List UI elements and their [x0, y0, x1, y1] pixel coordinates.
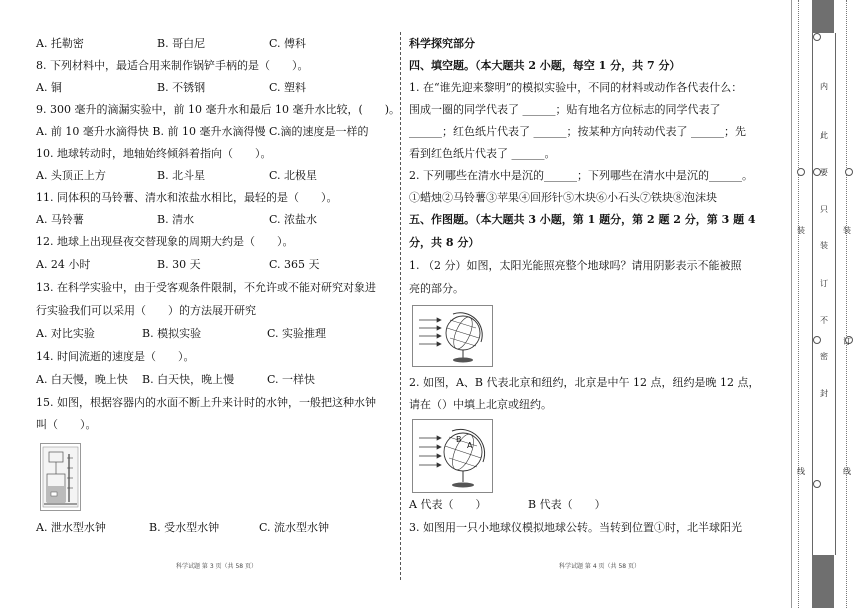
question-15-line2: 叫（ ）。	[36, 418, 97, 431]
draw-q2-line1: 2. 如图，A、B 代表北京和纽约，北京是中午 12 点，纽约是晚 12 点，	[409, 376, 760, 389]
q14-option-a[interactable]: A. 白天慢，晚上快	[36, 373, 128, 386]
fill-q2-line2: ①蜡烛②马铃薯③苹果④回形针⑤木块⑥小石头⑦铁块⑧泡沫块	[409, 191, 717, 204]
q9-options[interactable]: A. 前 10 毫升水滴得快 B. 前 10 毫升水滴得慢 C.滴的速度是一样的	[36, 125, 369, 138]
q13-option-b[interactable]: B. 模拟实验	[142, 327, 202, 340]
right-page-footer: 科学试题 第 4 页（共 58 页）	[559, 563, 640, 570]
q14-option-c[interactable]: C. 一样快	[267, 373, 316, 386]
binding-char: 内	[820, 82, 828, 91]
q11-option-c[interactable]: C. 浓盐水	[269, 213, 318, 226]
globe-sunlight-illustration-2	[413, 420, 492, 492]
section4-title: 四、填空题。（本大题共 2 小题，每空 1 分，共 7 分）	[409, 59, 681, 72]
column-divider	[400, 32, 401, 580]
q8-option-c[interactable]: C. 塑料	[269, 81, 307, 94]
binding-gray-top	[812, 0, 834, 33]
section5-title-line1: 五、作图题。（本大题共 3 小题，第 1 题分，第 2 题 2 分，第 3 题 4	[409, 213, 756, 226]
question-15-line1: 15. 如图，根据容器内的水面不断上升来计时的水钟，一般把这种水钟	[36, 396, 376, 409]
water-clock-illustration	[41, 444, 80, 510]
globe-label-a: A	[467, 441, 473, 450]
q8-option-a[interactable]: A. 铜	[36, 81, 62, 94]
q7-option-c[interactable]: C. 傅科	[269, 37, 307, 50]
globe-figure-2[interactable]	[412, 419, 493, 493]
answer-b-field[interactable]: B 代表（ ）	[528, 498, 606, 511]
binding-char: 此	[820, 131, 828, 140]
binding-right-char: 线	[843, 467, 851, 476]
binding-hole-icon	[813, 33, 821, 41]
q10-option-a[interactable]: A. 头顶正上方	[36, 169, 106, 182]
binding-outer-char: 线	[797, 467, 805, 476]
fill-q1-line4: 看到红色纸片代表了 ______。	[409, 147, 556, 160]
answer-a-field[interactable]: A 代表（ ）	[409, 498, 487, 511]
q10-option-b[interactable]: B. 北斗星	[157, 169, 206, 182]
q10-option-c[interactable]: C. 北极星	[269, 169, 318, 182]
binding-char: 只	[820, 205, 828, 214]
draw-q2-line2: 请在（）中填上北京或纽约。	[409, 398, 552, 411]
question-13-line2: 行实验我们可以采用（ ）的方法展开研究	[36, 304, 256, 317]
binding-hole-icon	[845, 168, 853, 176]
fill-q1-line2: 围成一圈的同学代表了 ______；贴有地名方位标志的同学代表了	[409, 103, 721, 116]
binding-char: 订	[820, 279, 828, 288]
q12-option-a[interactable]: A. 24 小时	[36, 258, 91, 271]
water-clock-figure	[40, 443, 81, 511]
q12-option-c[interactable]: C. 365 天	[269, 258, 320, 271]
binding-hole-icon	[813, 336, 821, 344]
globe-sunlight-illustration-1	[413, 306, 492, 366]
q8-option-b[interactable]: B. 不锈钢	[157, 81, 206, 94]
fill-q1-line1: 1. 在“谁先迎来黎明”的模拟实验中，不同的材料或动作各代表什么：	[409, 81, 743, 94]
draw-q3-line1: 3. 如图用一只小地球仪模拟地球公转。当转到位置①时，北半球阳光	[409, 521, 742, 534]
binding-dotted-line-left	[798, 0, 799, 608]
binding-border-outer	[791, 0, 792, 608]
q15-option-c[interactable]: C. 流水型水钟	[259, 521, 330, 534]
draw-q1-line2: 亮的部分。	[409, 282, 464, 295]
binding-hole-icon	[797, 168, 805, 176]
q13-option-a[interactable]: A. 对比实验	[36, 327, 95, 340]
question-13-line1: 13. 在科学实验中，由于受客观条件限制，不允许或不能对研究对象进	[36, 281, 376, 294]
q12-option-b[interactable]: B. 30 天	[157, 258, 201, 271]
question-11: 11. 同体积的马铃薯、清水和浓盐水相比，最轻的是（ ）。	[36, 191, 338, 204]
question-12: 12. 地球上出现昼夜交替现象的周期大约是（ ）。	[36, 235, 294, 248]
section5-title-line2: 分，共 8 分）	[409, 236, 480, 249]
q11-option-b[interactable]: B. 清水	[157, 213, 195, 226]
globe-figure-1[interactable]	[412, 305, 493, 367]
binding-char: 封	[820, 389, 828, 398]
globe-label-b: B	[456, 435, 462, 444]
fill-q2-line1: 2. 下列哪些在清水中是沉的______；下列哪些在清水中是沉的______。	[409, 169, 753, 182]
question-10: 10. 地球转动时，地轴始终倾斜着指向（ ）。	[36, 147, 272, 160]
section-title: 科学探究部分	[409, 37, 475, 50]
q7-option-b[interactable]: B. 哥白尼	[157, 37, 206, 50]
draw-q1-line1: 1. （2 分）如图，太阳光能照亮整个地球吗？请用阴影表示不能被照	[409, 259, 742, 272]
binding-right-char: 订	[843, 337, 851, 346]
binding-hole-icon	[813, 480, 821, 488]
binding-inner-panel	[812, 33, 836, 555]
binding-right-char: 装	[843, 226, 851, 235]
binding-char: 装	[820, 241, 828, 250]
question-14: 14. 时间流逝的速度是（ ）。	[36, 350, 195, 363]
binding-gray-bottom	[812, 555, 834, 608]
q15-option-b[interactable]: B. 受水型水钟	[149, 521, 220, 534]
fill-q1-line3: ______；红色纸片代表了 ______；按某种方向转动代表了 ______；先	[409, 125, 746, 138]
q11-option-a[interactable]: A. 马铃薯	[36, 213, 84, 226]
binding-outer-char: 装	[797, 226, 805, 235]
q7-option-a[interactable]: A. 托勒密	[36, 37, 84, 50]
question-8: 8. 下列材料中，最适合用来制作锅铲手柄的是（ ）。	[36, 59, 309, 72]
binding-dotted-line-right	[846, 0, 847, 608]
binding-char: 要	[820, 168, 828, 177]
q14-option-b[interactable]: B. 白天快，晚上慢	[142, 373, 235, 386]
left-page-footer: 科学试题 第 3 页（共 58 页）	[176, 563, 257, 570]
binding-char: 不	[820, 316, 828, 325]
question-9: 9. 300 毫升的滴漏实验中，前 10 毫升水和最后 10 毫升水比较，( )。	[36, 103, 401, 116]
binding-char: 密	[820, 352, 828, 361]
q13-option-c[interactable]: C. 实验推理	[267, 327, 327, 340]
q15-option-a[interactable]: A. 泄水型水钟	[36, 521, 106, 534]
